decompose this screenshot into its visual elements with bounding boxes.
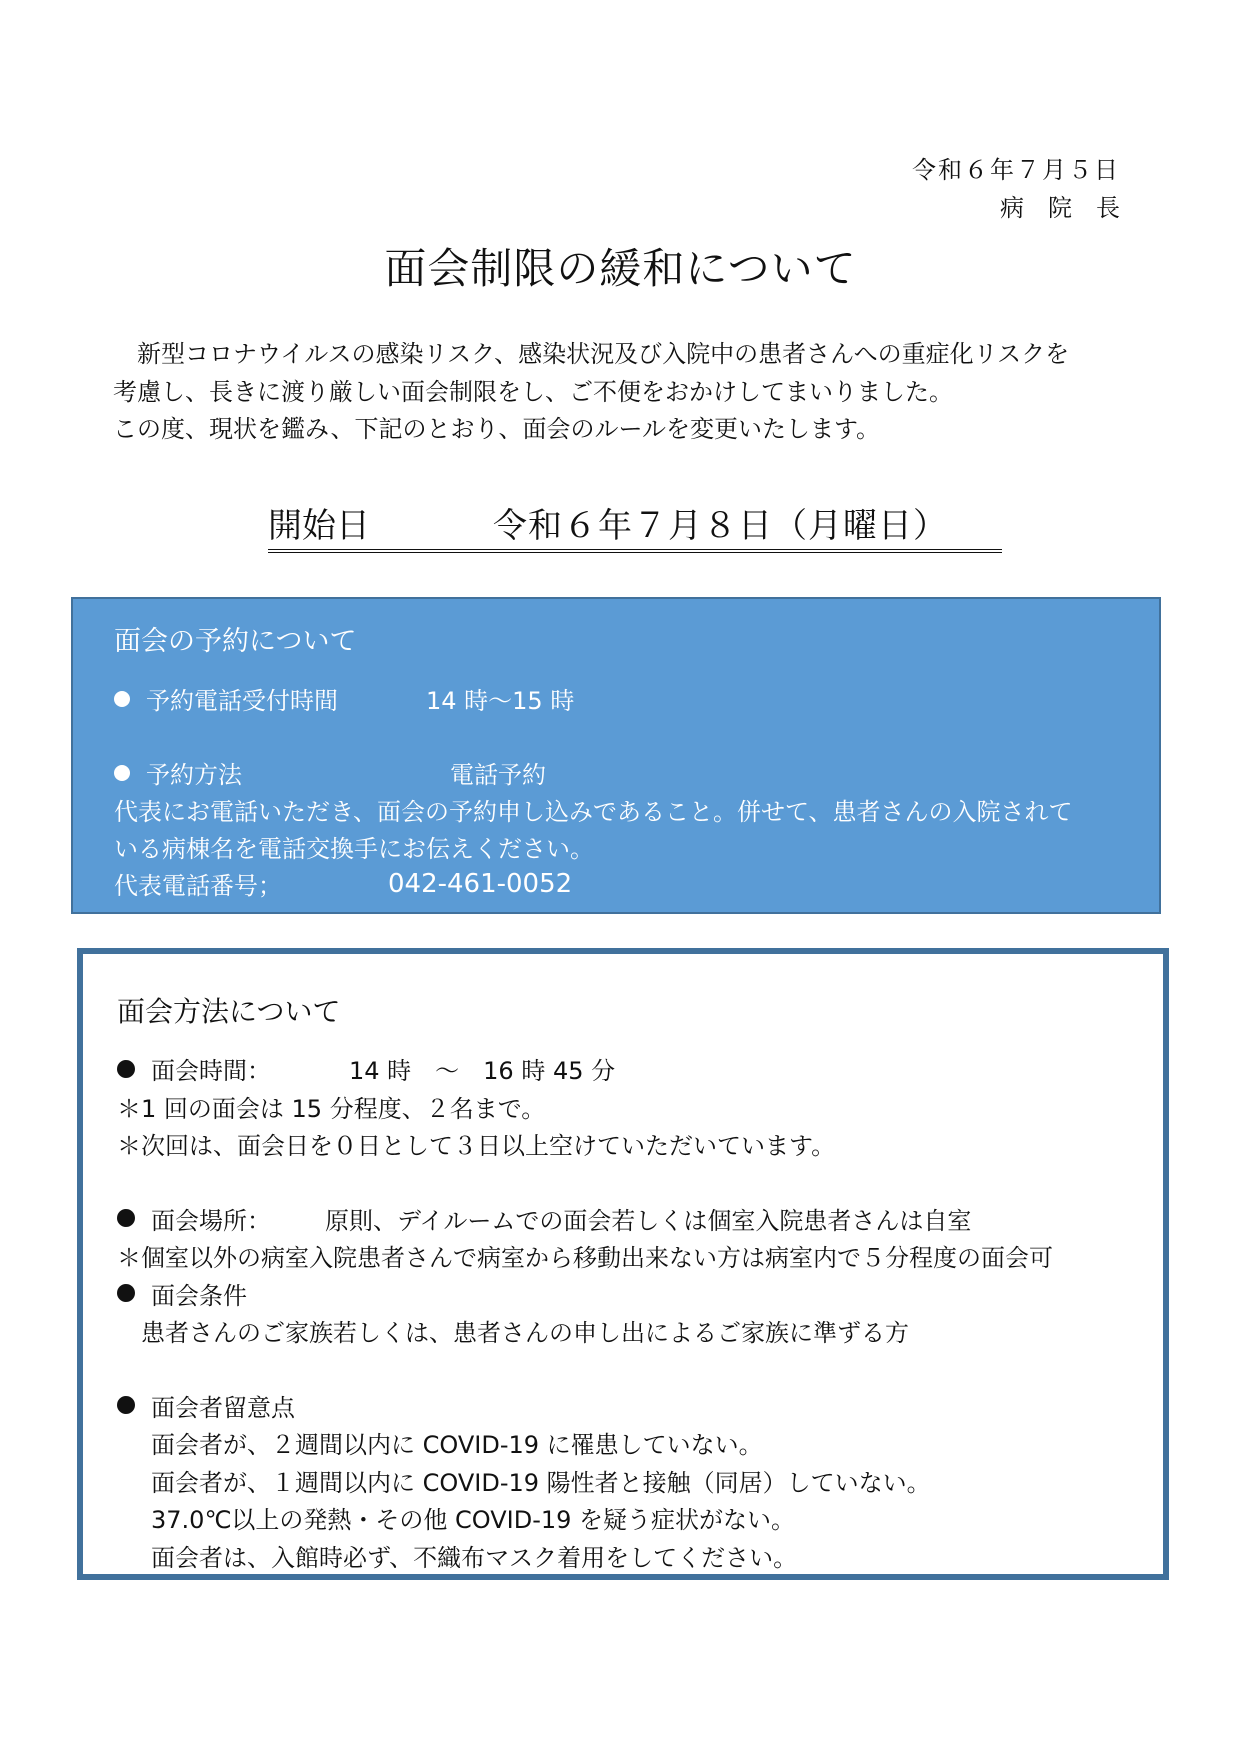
visit-condition-row (117, 1275, 1053, 1313)
visit-time-value: 14 時 ～ 16 時 45 分 (349, 1057, 616, 1086)
visit-notes-row (117, 1387, 1053, 1425)
reservation-hours-label: 予約電話受付時間 (146, 687, 338, 715)
start-date-label: 開始日 (268, 506, 370, 546)
reservation-method-row (114, 754, 1073, 791)
reservation-box (71, 597, 1161, 914)
visit-note-item: 37.0℃以上の発熱・その他 COVID-19 を疑う症状がない。 (151, 1506, 796, 1535)
visit-condition-label: 面会条件 (151, 1281, 247, 1310)
reservation-hours-value: 14 時～15 時 (426, 687, 575, 715)
visit-time-label: 面会時間： (151, 1057, 271, 1086)
reservation-desc-line: いる病棟名を電話交換手にお伝えください。 (114, 835, 594, 863)
visit-place-label: 面会場所： (151, 1206, 271, 1235)
intro-line: この度、現状を鑑み、下記のとおり、面会のルールを変更いたします。 (113, 415, 881, 443)
reservation-hours-row (114, 680, 1073, 717)
reservation-method-value: 電話予約 (450, 761, 546, 789)
reservation-heading: 面会の予約について (114, 626, 357, 657)
start-date-value: 令和６年７月８日（月曜日） (493, 506, 948, 546)
intro-paragraph (113, 336, 1069, 449)
issue-date: 令和６年７月５日 (912, 156, 1120, 184)
intro-line: 新型コロナウイルスの感染リスク、感染状況及び入院中の患者さんへの重症化リスクを (137, 340, 1070, 368)
visit-note-item: 面会者は、入館時必ず、不織布マスク着用をしてください。 (151, 1543, 798, 1572)
visit-place-row (117, 1200, 1053, 1238)
bullet-icon (117, 1284, 135, 1302)
visit-time-note: ＊次回は、面会日を０日として３日以上空けていただいています。 (117, 1132, 836, 1161)
visit-method-box (77, 948, 1169, 1580)
phone-number: 042-461-0052 (388, 868, 573, 899)
reservation-method-label: 予約方法 (146, 761, 242, 789)
visit-condition-value: 患者さんのご家族若しくは、患者さんの申し出によるご家族に準ずる方 (141, 1319, 909, 1348)
page-title: 面会制限の緩和について (384, 244, 857, 293)
visit-place-note: ＊個室以外の病室入院患者さんで病室から移動出来ない方は病室内で５分程度の面会可 (117, 1244, 1053, 1273)
visit-note-item: 面会者が、２週間以内に COVID-19 に罹患していない。 (151, 1431, 763, 1460)
start-date-line (268, 498, 1002, 553)
visit-time-note: ＊1 回の面会は 15 分程度、２名まで。 (117, 1094, 546, 1123)
author: 病院長 (1000, 194, 1144, 222)
visit-note-item: 面会者が、１週間以内に COVID-19 陽性者と接触（同居）していない。 (151, 1468, 931, 1497)
bullet-icon (117, 1060, 135, 1078)
reservation-phone-row (114, 865, 1073, 902)
visit-place-value: 原則、デイルームでの面会若しくは個室入院患者さんは自室 (325, 1206, 972, 1235)
bullet-icon (114, 691, 130, 707)
bullet-icon (117, 1396, 135, 1414)
visit-heading: 面会方法について (117, 995, 341, 1028)
bullet-icon (117, 1209, 135, 1227)
visit-time-row (117, 1050, 1053, 1088)
intro-line: 考慮し、長きに渡り厳しい面会制限をし、ご不便をおかけしてまいりました。 (113, 377, 953, 406)
visit-notes-label: 面会者留意点 (151, 1393, 295, 1422)
bullet-icon (114, 765, 130, 781)
reservation-desc-line: 代表にお電話いただき、面会の予約申し込みであること。併せて、患者さんの入院されて (114, 798, 1073, 826)
phone-label: 代表電話番号； (114, 872, 282, 900)
